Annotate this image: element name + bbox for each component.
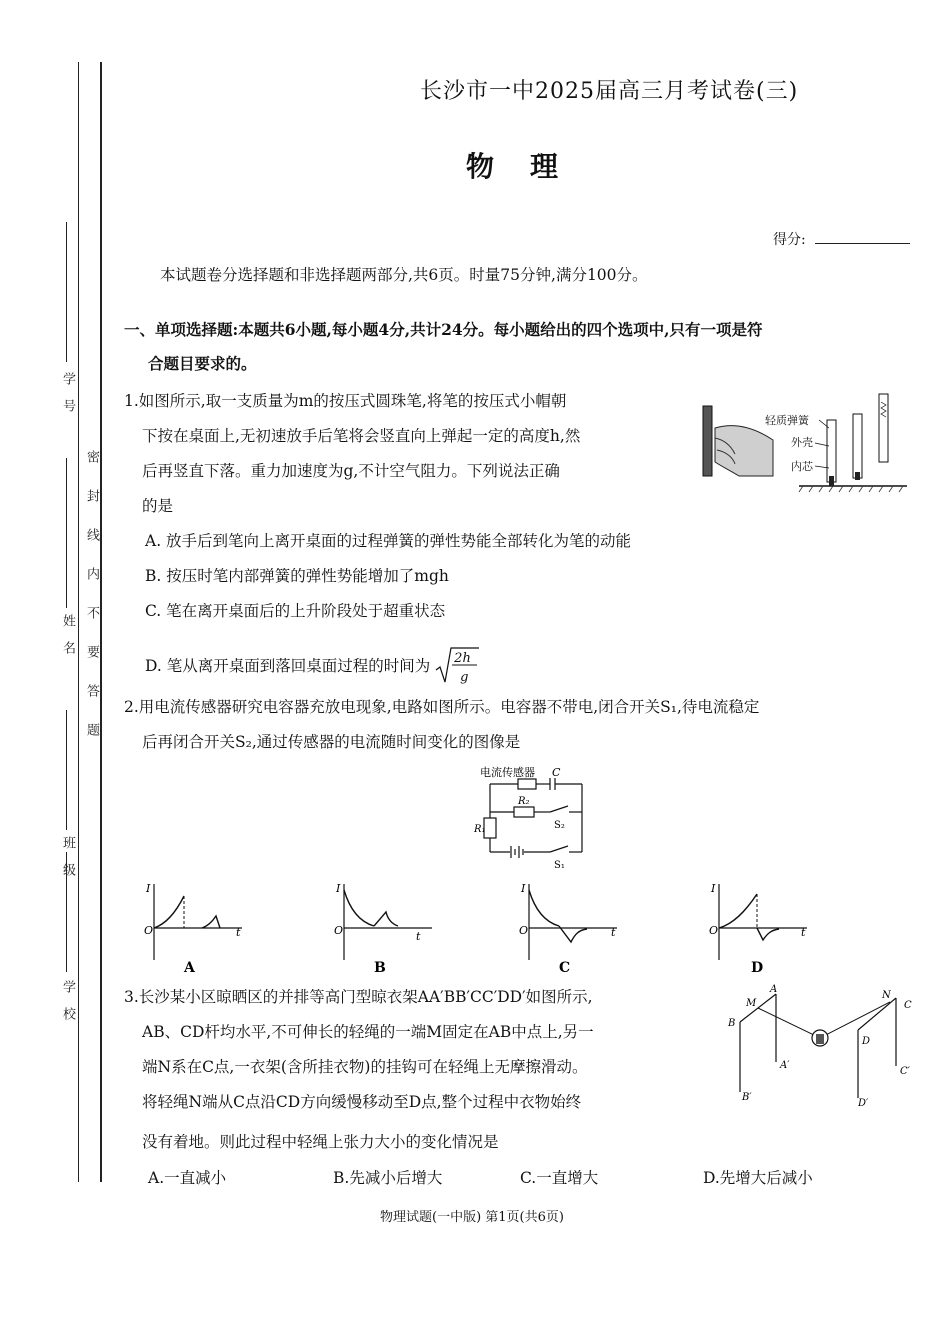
q3-option-a[interactable]: A.一直减小 — [148, 1169, 227, 1187]
q3-line-4: 将轻绳N端从C点沿CD方向缓慢移动至D点,整个过程中衣物始终 — [142, 1093, 582, 1111]
margin-border-line — [78, 62, 79, 1182]
seal-warning-text: 密封线内不要答题 — [84, 450, 99, 762]
rack-label-a: A — [770, 984, 778, 995]
margin-label-name: 姓名 — [60, 614, 75, 668]
graph-a-axis-t: t — [236, 926, 241, 939]
pen-1-icon — [827, 420, 836, 482]
q1-option-c[interactable]: C. 笔在离开桌面后的上升阶段处于超重状态 — [145, 602, 446, 620]
graph-c-label: C — [559, 960, 571, 976]
circuit-label-sensor: 电流传感器 — [480, 766, 535, 779]
q1-line-2: 下按在桌面上,无初速放手后笔将会竖直向上弹起一定的高度h,然 — [142, 427, 581, 445]
score-label: 得分: — [773, 232, 806, 248]
student-id-underline — [66, 222, 67, 362]
graph-a-label: A — [184, 960, 195, 976]
rack-label-m: M — [746, 998, 757, 1009]
circuit-label-s2: S₂ — [554, 820, 565, 831]
graph-c-axis-i: I — [521, 882, 526, 895]
q2-graph-b[interactable] — [330, 880, 440, 976]
resistor-r2-icon — [514, 807, 534, 817]
circuit-label-c: C — [552, 766, 561, 779]
q1-line-1: 1.如图所示,取一支质量为m的按压式圆珠笔,将笔的按压式小帽朝 — [124, 392, 567, 410]
graph-c-curve — [529, 890, 559, 926]
graph-a-axis-o: O — [144, 924, 154, 937]
q3-line-3: 端N系在C点,一衣架(含所挂衣物)的挂钩可在轻绳上无摩擦滑动。 — [142, 1058, 588, 1076]
rack-label-c-prime: C′ — [900, 1066, 910, 1077]
exam-intro: 本试题卷分选择题和非选择题两部分,共6页。时量75分钟,满分100分。 — [160, 266, 648, 284]
sqrt-formula — [435, 650, 479, 684]
page-footer: 物理试题(一中版) 第1页(共6页) — [380, 1210, 564, 1225]
class-underline — [66, 710, 67, 830]
q2-graph-c[interactable] — [515, 880, 625, 976]
graph-c-axis-o: O — [519, 924, 529, 937]
graph-d-axis-i: I — [711, 882, 716, 895]
q1-pen-figure — [695, 388, 915, 496]
q2-graph-d[interactable] — [705, 880, 815, 976]
q1-option-d-text: D. 笔从离开桌面到落回桌面过程的时间为 — [145, 657, 431, 675]
rack-label-b-prime: B′ — [742, 1092, 752, 1103]
q3-option-d[interactable]: D.先增大后减小 — [703, 1169, 813, 1187]
name-underline — [66, 458, 67, 608]
q2-circuit-diagram — [470, 762, 600, 870]
section1-heading: 一、单项选择题:本题共6小题,每小题4分,共计24分。每小题给出的四个选项中,只有一项是符 — [124, 320, 763, 339]
resistor-r1-icon — [484, 818, 496, 838]
sqrt-denominator: g — [460, 670, 469, 685]
hanger-icon — [812, 1030, 828, 1046]
figure-label-spring: 轻质弹簧 — [765, 414, 809, 427]
circuit-label-s1: S₁ — [554, 860, 565, 870]
margin-label-school: 学校 — [60, 980, 75, 1034]
graph-b-label: B — [374, 960, 386, 976]
pen-2-icon — [853, 414, 862, 478]
graph-d-label: D — [751, 960, 764, 976]
q1-option-d[interactable] — [145, 650, 479, 684]
sqrt-numerator: 2h — [454, 651, 471, 666]
q1-option-a[interactable]: A. 放手后到笔向上离开桌面的过程弹簧的弹性势能全部转化为笔的动能 — [145, 532, 632, 550]
graph-b-axis-t: t — [416, 930, 421, 943]
rack-label-d-prime: D′ — [858, 1098, 869, 1108]
rack-label-a-prime: A′ — [780, 1060, 790, 1071]
rack-label-d: D — [862, 1036, 871, 1047]
circuit-label-r1: R₁ — [474, 824, 486, 835]
rack-label-c: C — [904, 1000, 912, 1011]
section1-heading-cont: 合题目要求的。 — [148, 354, 257, 373]
margin-label-class: 班级 — [60, 836, 75, 890]
q3-line-1: 3.长沙某小区晾晒区的并排等高门型晾衣架AA′BB′CC′DD′如图所示, — [124, 988, 593, 1006]
score-blank — [815, 243, 910, 244]
graph-d-curve — [719, 894, 757, 928]
margin-label-student-id: 学号 — [60, 372, 75, 426]
figure-label-shell: 外壳 — [791, 436, 813, 449]
graph-a-axis-i: I — [146, 882, 151, 895]
graph-c-axis-t: t — [611, 926, 616, 939]
q1-option-b[interactable]: B. 按压时笔内部弹簧的弹性势能增加了mgh — [145, 567, 449, 585]
q3-line-5: 没有着地。则此过程中轻绳上张力大小的变化情况是 — [142, 1133, 499, 1151]
q2-graph-a[interactable] — [140, 880, 250, 976]
table-hatching — [799, 486, 903, 492]
pen-3-icon — [879, 394, 888, 462]
graph-b-axis-o: O — [334, 924, 344, 937]
rack-label-b: B — [728, 1018, 736, 1029]
figure-label-core: 内芯 — [791, 460, 813, 473]
graph-d-axis-t: t — [801, 926, 806, 939]
graph-b-axis-i: I — [336, 882, 341, 895]
graph-b-curve — [344, 890, 374, 926]
q3-option-b[interactable]: B.先减小后增大 — [333, 1169, 443, 1187]
circuit-label-r2: R₂ — [518, 796, 530, 807]
graph-a-curve — [154, 896, 184, 928]
exam-title: 长沙市一中2025届高三月考试卷(三) — [420, 79, 799, 104]
q1-line-4: 的是 — [142, 497, 174, 515]
subject-title: 物理 — [466, 150, 595, 183]
q1-line-3: 后再竖直下落。重力加速度为g,不计空气阻力。下列说法正确 — [142, 462, 560, 480]
q3-option-c[interactable]: C.一直增大 — [520, 1169, 599, 1187]
graph-d-axis-o: O — [709, 924, 719, 937]
battery-icon — [511, 846, 523, 858]
current-sensor-icon — [518, 779, 536, 789]
q3-line-2: AB、CD杆均水平,不可伸长的轻绳的一端M固定在AB中点上,另一 — [142, 1023, 594, 1041]
hand-holding-pen-icon — [703, 406, 773, 476]
q2-line-1: 2.用电流传感器研究电容器充放电现象,电路如图所示。电容器不带电,闭合开关S₁,待电流稳定 — [124, 698, 760, 716]
q3-drying-rack-figure — [718, 980, 918, 1108]
rack-label-n: N — [882, 990, 891, 1001]
q2-line-2: 后再闭合开关S₂,通过传感器的电流随时间变化的图像是 — [142, 733, 521, 751]
